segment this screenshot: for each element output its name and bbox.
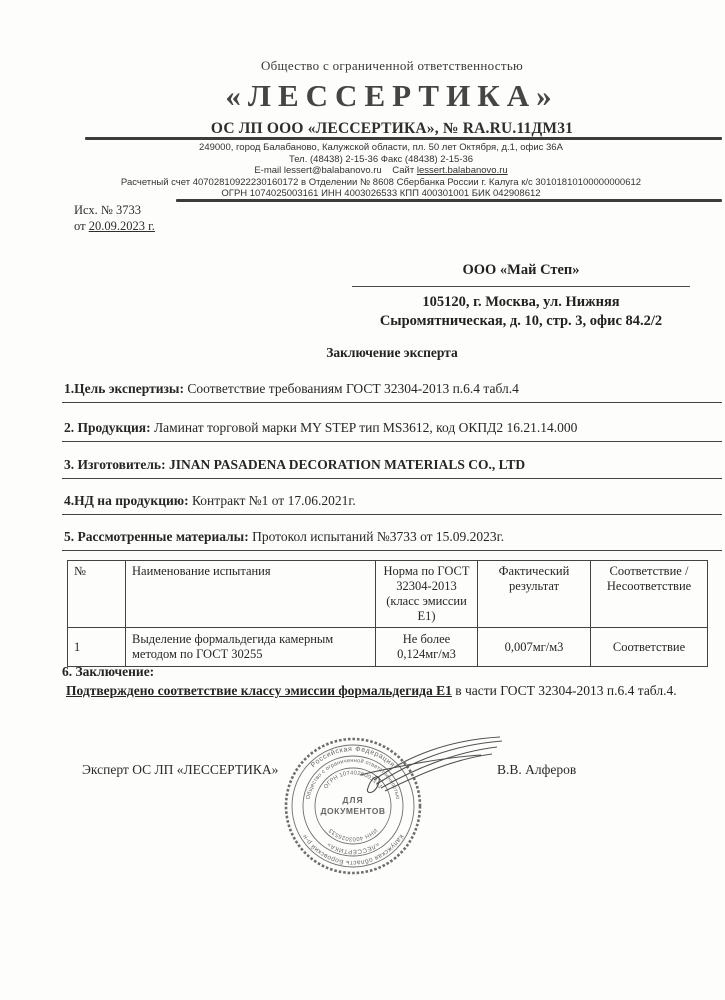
stamp-center-line2: ДОКУМЕНТОВ (320, 806, 386, 816)
item-purpose-label: 1.Цель экспертизы: (64, 381, 184, 396)
item-materials-label: 5. Рассмотренные материалы: (64, 529, 249, 544)
outgoing-date-prefix: от (74, 219, 89, 233)
expert-title: Эксперт ОС ЛП «ЛЕССЕРТИКА» (82, 762, 279, 777)
stamp-ring-outer-bottom-text: Калужская область Боровский р-н (301, 832, 405, 867)
header-number: № (68, 561, 126, 628)
item-product (62, 420, 722, 442)
test-results-table (67, 560, 708, 667)
recipient-name: ООО «Май Степ» (352, 262, 690, 287)
contact-registration: ОГРН 1074025003161 ИНН 4003026533 КПП 400301001 БИК 042908612 (221, 188, 541, 200)
stamp-ring-outer-top-text: Российская Федерация (310, 745, 397, 770)
cell-number: 1 (68, 628, 126, 667)
site-link: lessert.balabanovo.ru (416, 165, 508, 177)
stamp-ring-middle-top-text: Общество с ограниченной ответственностью (305, 757, 401, 801)
conclusion-block (62, 662, 685, 700)
letterhead (62, 58, 722, 138)
recipient-address-line2: Сыромятническая, д. 10, стр. 3, офис 84.2/2 (379, 313, 663, 329)
contact-email-site (40, 165, 722, 177)
contact-address: 249000, город Балабаново, Калужской области, пл. 50 лет Октября, д.1, офис 36А (199, 142, 563, 153)
header-conformity: Соответствие / Несоответствие (591, 561, 708, 628)
item-product-label: 2. Продукция: (64, 420, 151, 435)
item-manufacturer-value: JINAN PASADENA DECORATION MATERIALS CO., LTD (165, 457, 526, 472)
header-test-name: Наименование испытания (126, 561, 376, 628)
svg-text:«ЛЕССЕРТИКА» (325, 841, 380, 855)
recipient-address (352, 293, 690, 331)
certification-body-line: ОС ЛП ООО «ЛЕССЕРТИКА», № RA.RU.11ДМ31 (210, 120, 574, 137)
header-actual-result: Фактический результат (478, 561, 591, 628)
contact-bank-account: Расчетный счет 40702810922230160172 в Отделении № 8608 Сбербанка России г. Калуга к/с 30101810100000000612 (120, 176, 642, 188)
item-normative-doc-label: 4.НД на продукцию: (64, 493, 189, 508)
cell-conformity: Соответствие (591, 628, 708, 667)
conclusion-statement-rest: в части ГОСТ 32304-2013 п.6.4 табл.4. (451, 683, 677, 698)
recipient-address-line1: 105120, г. Москва, ул. Нижняя (422, 294, 620, 310)
item-normative-doc-value: Контракт №1 от 17.06.2021г. (188, 493, 356, 508)
item-materials-value: Протокол испытаний №3733 от 15.09.2023г. (248, 529, 505, 544)
item-materials (62, 529, 722, 551)
item-purpose-value: Соответствие требованиям ГОСТ 32304-2013 п.6.4 табл.4 (183, 381, 519, 396)
table-row (68, 628, 708, 667)
outgoing-block (74, 202, 155, 234)
contact-phone: Тел. (48438) 2-15-36 Факс (48438) 2-15-36 (288, 153, 474, 165)
stamp-ring-inner-bottom-text: ИНН 4003026533 (328, 826, 378, 842)
document-title: Заключение эксперта (326, 345, 458, 360)
svg-text:ОГРН 1074025003161 (323, 770, 383, 790)
letterhead-divider-bottom (176, 199, 722, 202)
outgoing-date-value: 20.09.2023 г. (88, 219, 155, 233)
conclusion-statement (62, 681, 685, 700)
item-manufacturer-label: 3. Изготовитель: (64, 457, 166, 472)
org-name: «ЛЕССЕРТИКА» (225, 78, 559, 113)
stamp-center-line1: ДЛЯ (342, 795, 364, 805)
item-product-value: Ламинат торговой марки MY STEP тип MS3612, код ОКПД2 16.21.14.000 (150, 420, 578, 435)
cell-actual-result: 0,007мг/м3 (478, 628, 591, 667)
recipient-block (352, 262, 690, 331)
cell-norm: Не более 0,124мг/м3 (376, 628, 478, 667)
outgoing-number: Исх. № 3733 (74, 203, 141, 217)
item-purpose (62, 381, 722, 403)
letterhead-divider-top (85, 137, 722, 140)
expert-name: В.В. Алферов (497, 762, 577, 777)
email-text: E-mail lessert@balabanovo.ru (254, 165, 382, 177)
conclusion-statement-bold: Подтверждено соответствие классу эмиссии формальдегида Е1 (66, 683, 452, 698)
org-type: Общество с ограниченной ответственностью (260, 58, 524, 73)
cell-test-name: Выделение формальдегида камерным методом по ГОСТ 30255 (126, 628, 376, 667)
table-header-row (68, 561, 708, 628)
item-normative-doc (62, 493, 722, 515)
site-label: Сайт (392, 165, 415, 177)
letterhead-contacts (40, 142, 722, 200)
stamp-and-signature (256, 728, 506, 886)
header-norm: Норма по ГОСТ 32304-2013 (класс эмиссии Е1) (376, 561, 478, 628)
stamp-ring-inner-top-text: ОГРН 1074025003161 (323, 770, 383, 791)
item-manufacturer (62, 457, 722, 479)
stamp-icon (256, 728, 506, 886)
outgoing-date (74, 218, 155, 234)
stamp-ring-middle-bottom-text: «ЛЕССЕРТИКА» (325, 840, 381, 856)
conclusion-label: 6. Заключение: (62, 664, 155, 679)
